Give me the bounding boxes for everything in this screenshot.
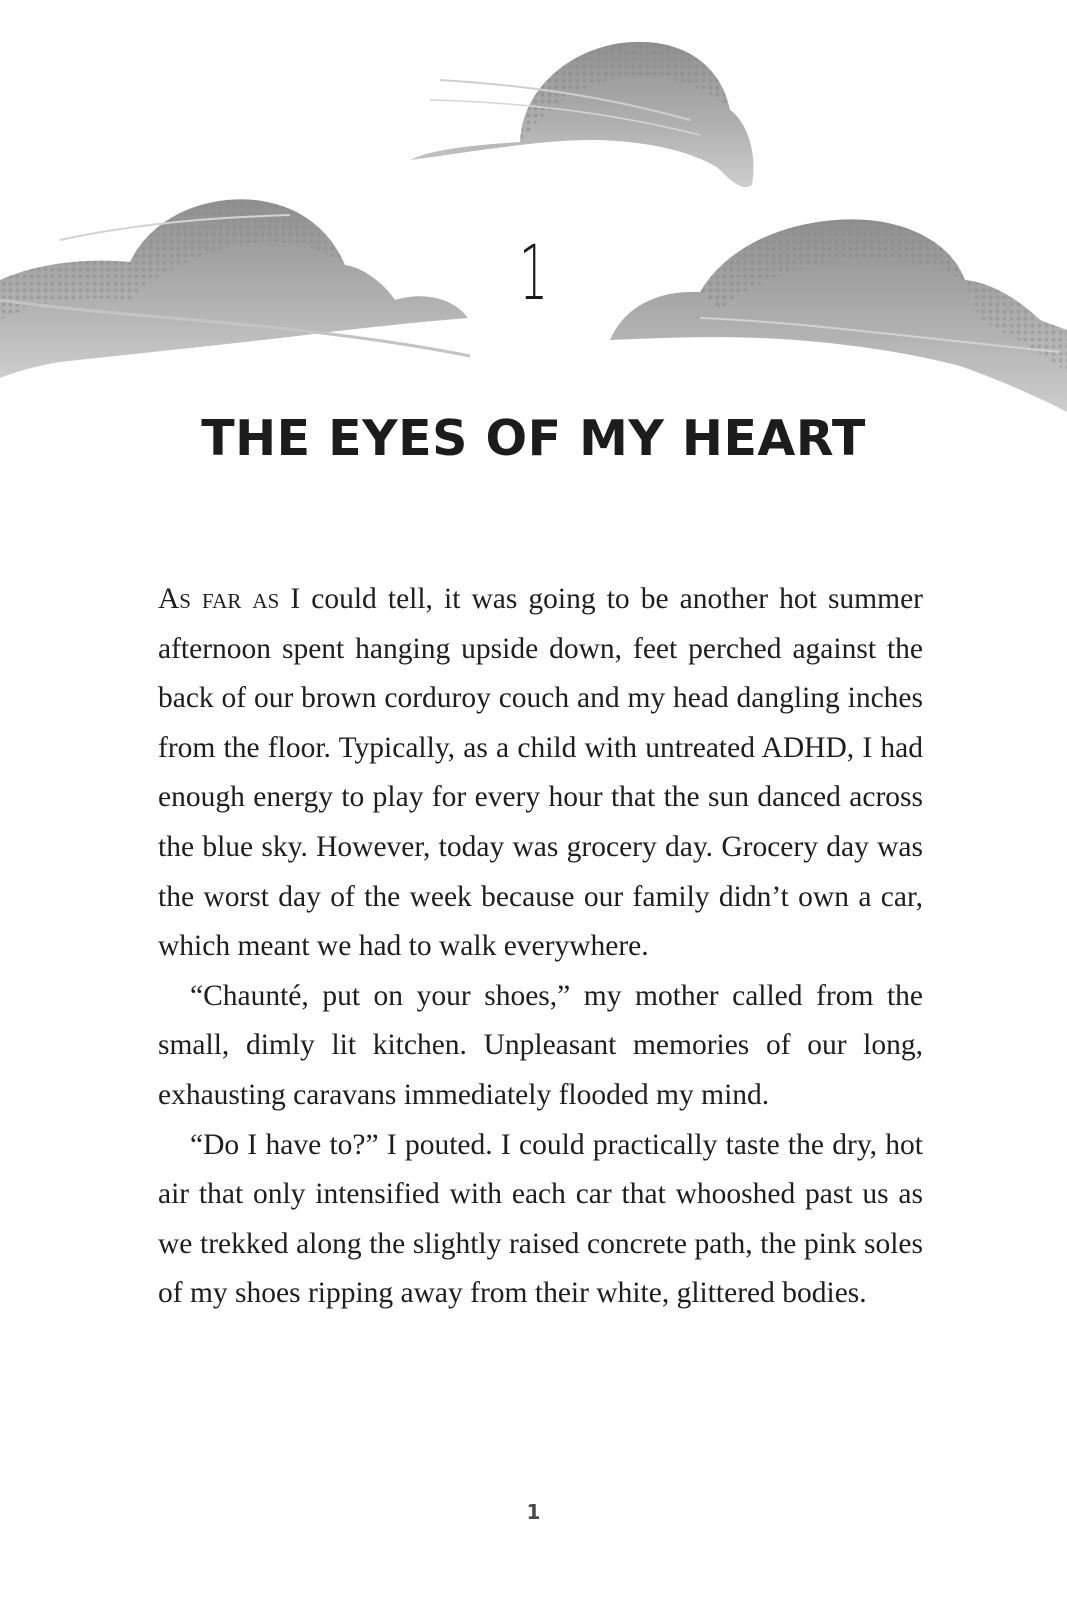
cloud-top-center [410,42,753,187]
paragraph-text: I could tell, it was going to be another hot summer afternoon spent hanging upside down, feet perched against the back of our brown corduroy couch and my head dangling inches from the floor. Typically, as a child with untreated ADHD, I had enough energy to play for every hour that the sun danced across the blue sky. However, today was grocery day. Grocery day was the worst day of the week because our family didn’t own a car, which meant we had to walk everywhere. [158,583,923,963]
paragraph: “Do I have to?” I pouted. I could practically taste the dry, hot air that only intensified with each car that whooshed past us as we trekked along the slightly raised concrete path, the pink soles of my shoes ripping away from their white, glittered bodies. [158,1128,923,1310]
chapter-body [158,575,923,1319]
chapter-number: 1 [518,228,549,317]
paragraph [158,575,923,972]
paragraph: “Chaunté, put on your shoes,” my mother called from the small, dimly lit kitchen. Unpleasant memories of our long, exhausting caravans immediately flooded my mind. [158,979,923,1111]
paragraph-lead-in: As far as [158,583,280,615]
cloud-illustration [0,0,1067,430]
chapter-title: THE EYES OF MY HEART [201,410,866,467]
page-number: 1 [526,1500,541,1524]
